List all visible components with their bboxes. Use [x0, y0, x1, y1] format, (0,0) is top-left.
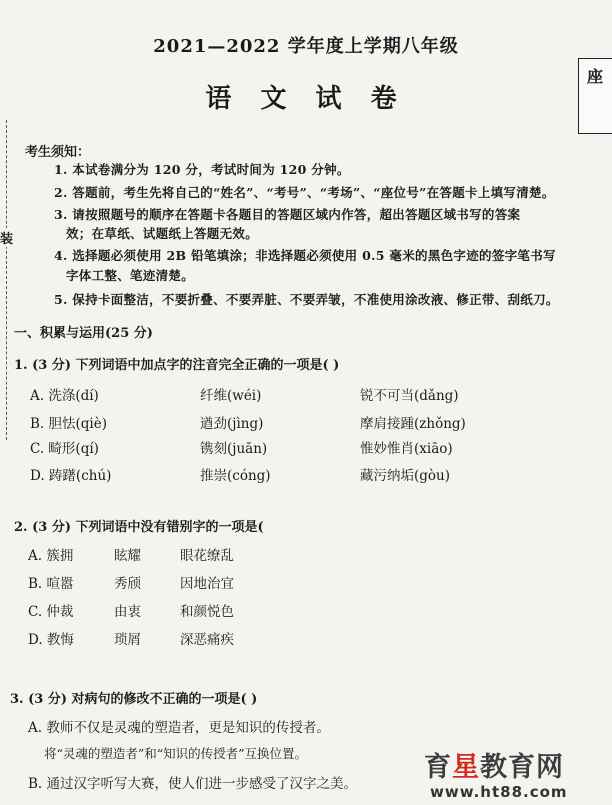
notice-heading: 考生须知： — [25, 145, 91, 160]
q1-option-c-3: 惟妙惟肖(xiāo) — [360, 441, 453, 457]
q2-option-c-2: 由衷 — [114, 604, 141, 620]
q2-option-c-3: 和颜悦色 — [180, 604, 234, 620]
exam-subject: 语 文 试 卷 — [205, 84, 407, 114]
notice-item: 4. 选择题必须使用 2B 铅笔填涂；非选择题必须使用 0.5 毫米的黑色字迹的签字笔书写 — [54, 248, 556, 263]
notice-item: 5. 保持卡面整洁，不要折叠、不要弄脏、不要弄皱，不准使用涂改液、修正带、刮纸刀。 — [54, 292, 559, 307]
q3-option-b: B. 通过汉字听写大赛，使人们进一步感受了汉字之美。 — [28, 776, 358, 792]
q1-option-a-2: 纤维(wéi) — [200, 388, 262, 404]
q1-option-c-2: 镌刻(juān) — [200, 441, 268, 457]
question-1-stem: 1. (3 分) 下列词语中加点字的注音完全正确的一项是( ) — [14, 358, 340, 373]
q2-option-d-2: 琐屑 — [114, 632, 141, 648]
q2-option-b-2: 秀颀 — [114, 576, 141, 592]
notice-item: 2. 答题前，考生先将自己的“姓名”、“考号”、“考场”、“座位号”在答题卡上填写清楚。 — [54, 185, 555, 200]
q2-option-d-3: 深恶痛疾 — [180, 632, 234, 648]
q1-option-a-1: A. 洗涤(dí) — [30, 388, 99, 404]
question-2-stem: 2. (3 分) 下列词语中没有错别字的一项是( — [14, 520, 264, 535]
seat-number-label: 座 — [587, 67, 604, 86]
q2-option-a-2: 眩耀 — [114, 548, 141, 564]
notice-item: 字体工整、笔迹清楚。 — [66, 268, 195, 283]
q3-option-a: A. 教师不仅是灵魂的塑造者，更是知识的传授者。 — [28, 720, 330, 736]
q3-option-a-fix: 将“灵魂的塑造者”和“知识的传授者”互换位置。 — [44, 746, 308, 761]
q1-option-b-2: 遒劲(jìng) — [200, 416, 264, 432]
watermark-brand-post: 教育网 — [480, 752, 564, 783]
q1-option-c-1: C. 畸形(qí) — [30, 441, 99, 457]
binding-label: 装 — [0, 228, 13, 247]
binding-line — [6, 120, 7, 440]
notice-item: 效；在草纸、试题纸上答题无效。 — [66, 226, 259, 241]
watermark-url: www.ht88.com — [430, 783, 568, 801]
question-3-stem: 3. (3 分) 对病句的修改不正确的一项是( ) — [10, 692, 258, 707]
notice-item: 1. 本试卷满分为 120 分，考试时间为 120 分钟。 — [54, 162, 350, 177]
q2-option-d-1: D. 教悔 — [28, 632, 74, 648]
watermark-brand-star: 星 — [452, 752, 480, 783]
q2-option-b-1: B. 喧嚣 — [28, 576, 74, 592]
exam-title: 2021—2022 学年度上学期八年级 — [153, 36, 459, 57]
q1-option-b-3: 摩肩接踵(zhǒng) — [360, 416, 466, 432]
q1-option-b-1: B. 胆怯(qiè) — [30, 416, 107, 432]
q2-option-c-1: C. 仲裁 — [28, 604, 74, 620]
notice-item: 3. 请按照题号的顺序在答题卡各题目的答题区域内作答，超出答题区域书写的答案 — [54, 207, 521, 222]
q2-option-a-3: 眼花缭乱 — [180, 548, 234, 564]
q1-option-d-2: 推崇(cóng) — [200, 468, 271, 484]
q1-option-d-3: 藏污纳垢(gòu) — [360, 468, 450, 484]
q1-option-d-1: D. 踌躇(chú) — [30, 468, 112, 484]
watermark-brand-pre: 育 — [424, 752, 452, 783]
watermark-brand — [424, 745, 564, 784]
q2-option-a-1: A. 簇拥 — [28, 548, 74, 564]
q2-option-b-3: 因地治宜 — [180, 576, 234, 592]
q1-option-a-3: 锐不可当(dǎng) — [360, 388, 459, 404]
section-heading: 一、积累与运用(25 分) — [14, 326, 153, 341]
